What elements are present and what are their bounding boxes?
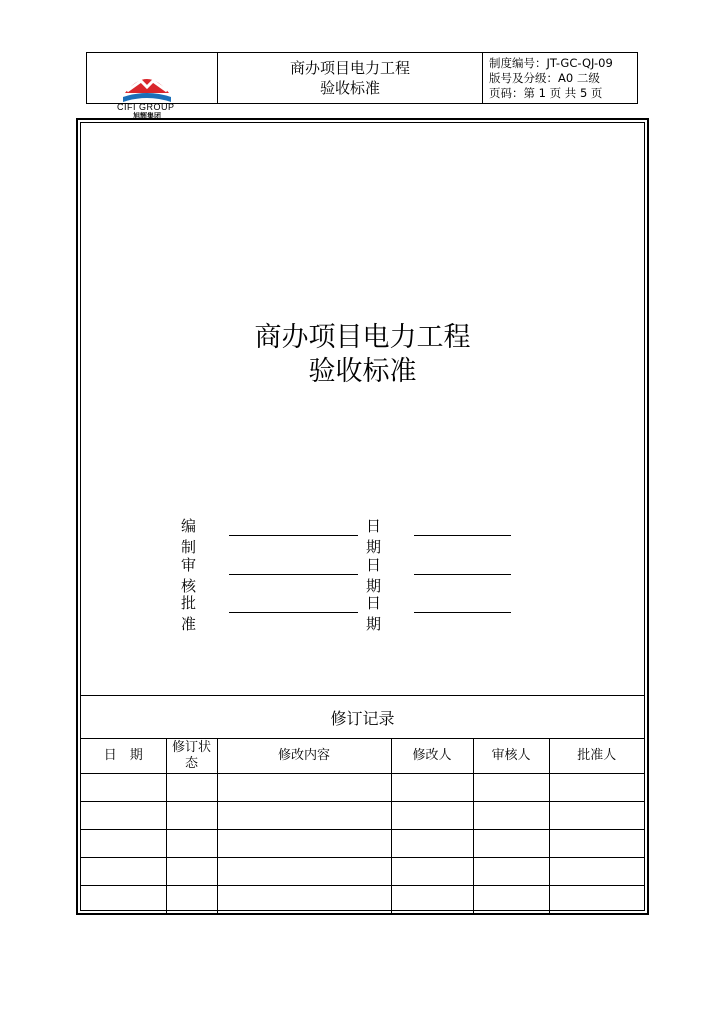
table-cell[interactable] [166,886,217,914]
header-title [218,53,483,103]
cover-frame [76,118,649,915]
table-cell[interactable] [81,830,166,858]
document-title-line1: 商办项目电力工程 [254,322,471,353]
compile-date-line[interactable] [414,535,511,536]
table-row [81,886,644,914]
col-header-status: 修订状态 [166,739,217,774]
review-signature-line[interactable] [229,574,358,575]
table-cell[interactable] [549,886,644,914]
table-cell[interactable] [217,886,391,914]
table-cell[interactable] [166,774,217,802]
table-cell[interactable] [217,858,391,886]
table-cell[interactable] [473,886,549,914]
document-title-line2: 验收标准 [308,356,417,387]
company-logo-icon [121,69,173,103]
header-title-line1: 商办项目电力工程 [289,59,410,77]
col-header-reviewer: 审核人 [473,739,549,774]
table-cell[interactable] [217,774,391,802]
table-cell[interactable] [217,830,391,858]
approve-date-label: 日期 [366,594,382,633]
col-header-approver: 批准人 [549,739,644,774]
table-cell[interactable] [391,830,473,858]
document-header [86,52,638,120]
review-date-label: 日期 [366,556,382,595]
table-cell[interactable] [473,802,549,830]
doc-number: 制度编号：JT-GC-QJ-09 [489,56,613,70]
table-row [81,802,644,830]
header-title-line2: 验收标准 [319,79,380,97]
table-cell[interactable] [473,858,549,886]
approve-label: 批准 [181,594,197,633]
company-logo-cell [87,53,218,120]
revision-header-row [81,739,644,774]
table-cell[interactable] [549,858,644,886]
table-cell[interactable] [166,830,217,858]
table-cell[interactable] [473,774,549,802]
table-row [81,830,644,858]
approve-date-line[interactable] [414,612,511,613]
cover-frame-inner [80,122,645,911]
table-cell[interactable] [166,858,217,886]
document-title [81,321,644,389]
revision-table [81,739,644,913]
table-cell[interactable] [473,830,549,858]
compile-signature-line[interactable] [229,535,358,536]
table-cell[interactable] [391,858,473,886]
table-row [81,774,644,802]
table-cell[interactable] [81,886,166,914]
col-header-editor: 修改人 [391,739,473,774]
col-header-content: 修改内容 [217,739,391,774]
table-cell[interactable] [217,802,391,830]
review-date-line[interactable] [414,574,511,575]
table-cell[interactable] [391,802,473,830]
table-cell[interactable] [391,774,473,802]
review-label: 审核 [181,556,197,595]
revision-record [81,695,644,910]
logo-subtext: 旭辉集团 [133,112,161,120]
col-header-date: 日 期 [81,739,166,774]
logo-text: CIFI GROUP [117,102,175,112]
header-meta [483,53,637,103]
table-cell[interactable] [166,802,217,830]
table-row [81,858,644,886]
table-cell[interactable] [81,774,166,802]
revision-title: 修订记录 [81,696,644,739]
page-count: 页码：第 1 页 共 5 页 [489,86,603,100]
table-cell[interactable] [549,802,644,830]
approve-signature-line[interactable] [229,612,358,613]
table-cell[interactable] [81,802,166,830]
table-cell[interactable] [81,858,166,886]
table-cell[interactable] [549,830,644,858]
table-cell[interactable] [549,774,644,802]
version-level: 版号及分级：A0 二级 [489,71,600,85]
compile-date-label: 日期 [366,517,382,556]
table-cell[interactable] [391,886,473,914]
compile-label: 编制 [181,517,197,556]
